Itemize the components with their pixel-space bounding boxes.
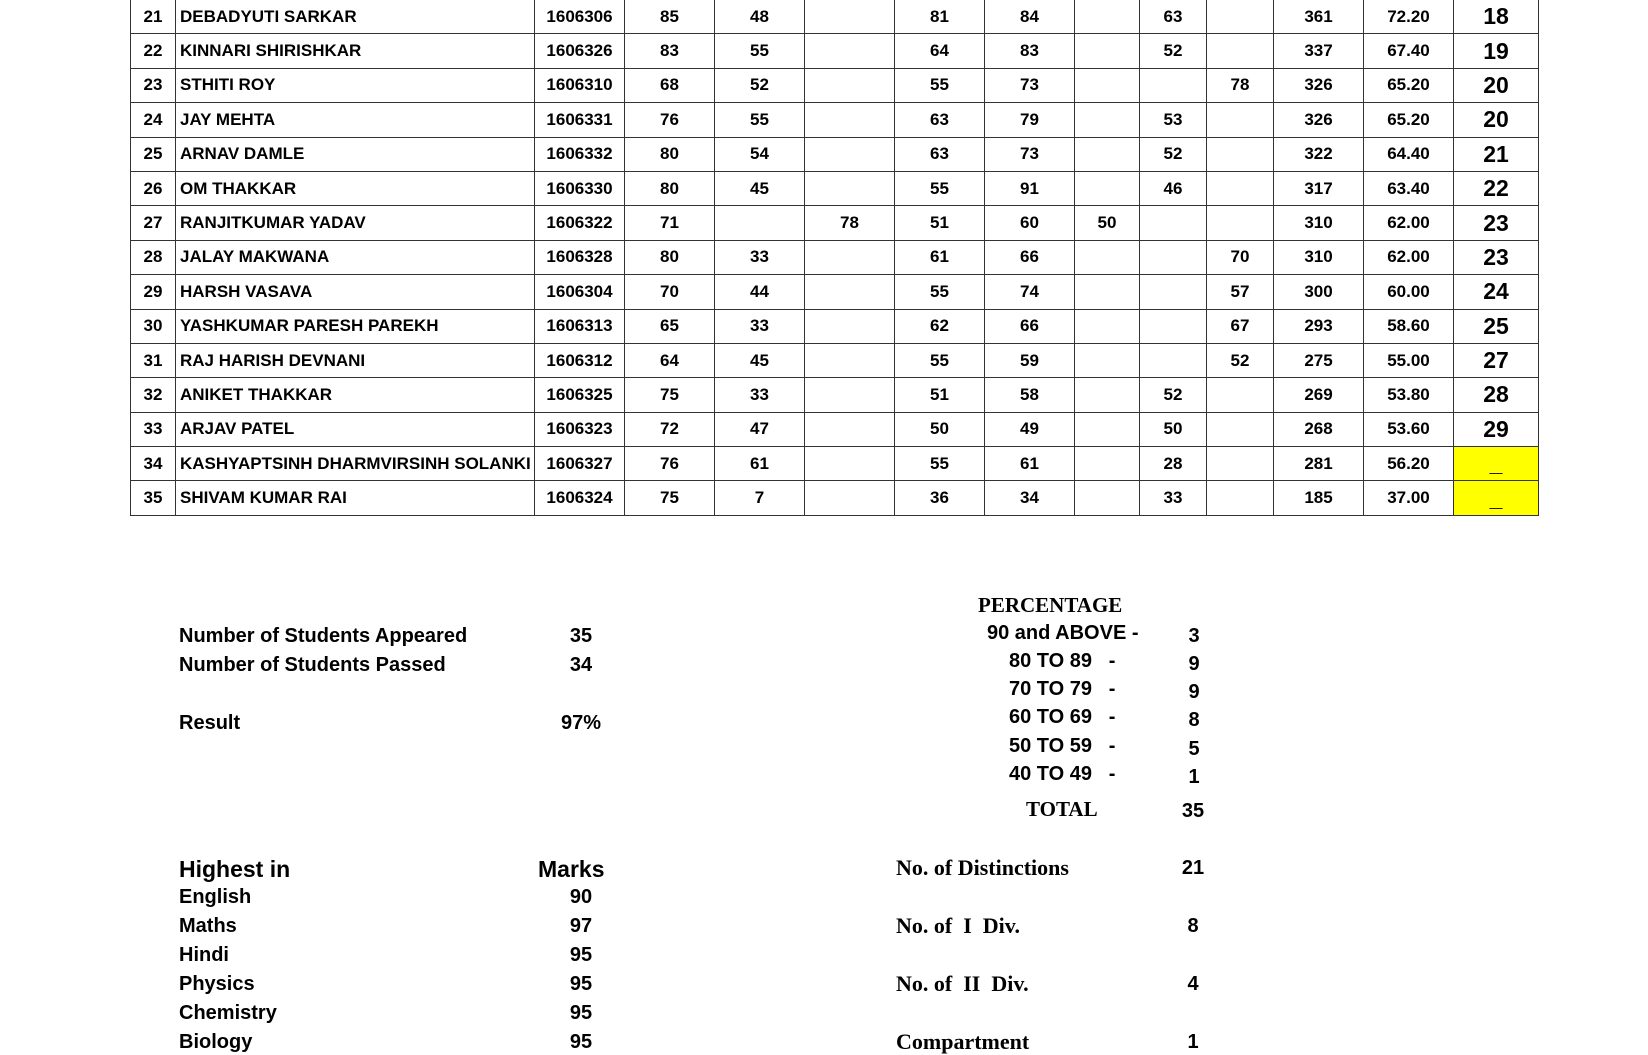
subject-marks-cell xyxy=(1075,171,1140,205)
student-name-cell: KINNARI SHIRISHKAR xyxy=(176,34,535,68)
percentage-cell: 62.00 xyxy=(1364,240,1454,274)
total-marks-cell: 300 xyxy=(1274,275,1364,309)
subject-marks-cell xyxy=(805,481,895,515)
percentage-cell: 67.40 xyxy=(1364,34,1454,68)
subject-marks-cell: 61 xyxy=(715,447,805,481)
subject-marks-cell xyxy=(805,34,895,68)
subject-marks-cell: 51 xyxy=(895,206,985,240)
serial-number-cell: 22 xyxy=(131,34,176,68)
total-marks-cell: 326 xyxy=(1274,68,1364,102)
subject-marks-cell: 55 xyxy=(895,343,985,377)
subject-marks-cell: 47 xyxy=(715,412,805,446)
subject-marks-cell xyxy=(805,171,895,205)
serial-number-cell: 34 xyxy=(131,447,176,481)
subject-marks-cell: 33 xyxy=(715,309,805,343)
subject-marks-cell: 64 xyxy=(895,34,985,68)
student-name-cell: DEBADYUTI SARKAR xyxy=(176,0,535,34)
rank-cell: 21 xyxy=(1454,137,1539,171)
student-name-cell: ARNAV DAMLE xyxy=(176,137,535,171)
percentage-total-label: TOTAL xyxy=(1026,797,1098,821)
percentage-band-count: 9 xyxy=(1188,653,1200,675)
subject-highest-marks: 95 xyxy=(569,973,593,995)
table-row xyxy=(131,481,1539,515)
percentage-cell: 72.20 xyxy=(1364,0,1454,34)
percentage-cell: 53.60 xyxy=(1364,412,1454,446)
table-row xyxy=(131,0,1539,34)
subject-marks-cell: 76 xyxy=(625,103,715,137)
total-marks-cell: 317 xyxy=(1274,171,1364,205)
subject-marks-cell: 50 xyxy=(895,412,985,446)
roll-number-cell: 1606328 xyxy=(535,240,625,274)
serial-number-cell: 21 xyxy=(131,0,176,34)
percentage-band-count: 5 xyxy=(1188,738,1200,760)
subject-marks-cell: 74 xyxy=(985,275,1075,309)
subject-marks-cell xyxy=(805,343,895,377)
student-name-cell: HARSH VASAVA xyxy=(176,275,535,309)
serial-number-cell: 33 xyxy=(131,412,176,446)
subject-marks-cell: 34 xyxy=(985,481,1075,515)
rank-cell: _ xyxy=(1454,447,1539,481)
total-marks-cell: 361 xyxy=(1274,0,1364,34)
roll-number-cell: 1606331 xyxy=(535,103,625,137)
table-row xyxy=(131,137,1539,171)
subject-marks-cell: 55 xyxy=(715,103,805,137)
roll-number-cell: 1606324 xyxy=(535,481,625,515)
subject-marks-cell: 64 xyxy=(625,343,715,377)
subject-marks-cell xyxy=(1075,378,1140,412)
roll-number-cell: 1606327 xyxy=(535,447,625,481)
subject-marks-cell xyxy=(1075,275,1140,309)
percentage-band-label: 50 TO 59 - xyxy=(1009,735,1116,757)
subject-marks-cell: 45 xyxy=(715,343,805,377)
subject-name: Biology xyxy=(179,1031,253,1053)
serial-number-cell: 35 xyxy=(131,481,176,515)
subject-marks-cell xyxy=(1140,309,1207,343)
subject-marks-cell: 55 xyxy=(895,275,985,309)
subject-marks-cell: 33 xyxy=(1140,481,1207,515)
student-name-cell: SHIVAM KUMAR RAI xyxy=(176,481,535,515)
subject-marks-cell xyxy=(1207,137,1274,171)
subject-marks-cell xyxy=(1075,68,1140,102)
percentage-cell: 65.20 xyxy=(1364,68,1454,102)
percentage-band-count: 3 xyxy=(1188,625,1200,647)
subject-marks-cell xyxy=(1207,378,1274,412)
serial-number-cell: 24 xyxy=(131,103,176,137)
subject-marks-cell xyxy=(1075,137,1140,171)
total-marks-cell: 310 xyxy=(1274,240,1364,274)
subject-marks-cell: 7 xyxy=(715,481,805,515)
subject-marks-cell xyxy=(1207,34,1274,68)
subject-marks-cell xyxy=(1075,447,1140,481)
subject-marks-cell: 60 xyxy=(985,206,1075,240)
subject-marks-cell: 66 xyxy=(985,240,1075,274)
table-row xyxy=(131,103,1539,137)
roll-number-cell: 1606304 xyxy=(535,275,625,309)
subject-marks-cell xyxy=(1140,206,1207,240)
subject-marks-cell: 33 xyxy=(715,378,805,412)
subject-name: Maths xyxy=(179,915,237,937)
subject-marks-cell: 33 xyxy=(715,240,805,274)
subject-marks-cell: 49 xyxy=(985,412,1075,446)
subject-marks-cell: 59 xyxy=(985,343,1075,377)
student-name-cell: ARJAV PATEL xyxy=(176,412,535,446)
subject-marks-cell xyxy=(1140,240,1207,274)
student-name-cell: OM THAKKAR xyxy=(176,171,535,205)
subject-marks-cell: 75 xyxy=(625,378,715,412)
subject-marks-cell xyxy=(1075,240,1140,274)
subject-marks-cell xyxy=(805,275,895,309)
subject-marks-cell xyxy=(1207,481,1274,515)
subject-name: English xyxy=(179,886,252,908)
subject-marks-cell xyxy=(1075,481,1140,515)
subject-marks-cell: 72 xyxy=(625,412,715,446)
roll-number-cell: 1606323 xyxy=(535,412,625,446)
percentage-cell: 63.40 xyxy=(1364,171,1454,205)
total-marks-cell: 275 xyxy=(1274,343,1364,377)
rank-cell: 23 xyxy=(1454,240,1539,274)
subject-marks-cell xyxy=(1140,275,1207,309)
roll-number-cell: 1606332 xyxy=(535,137,625,171)
subject-marks-cell: 50 xyxy=(1075,206,1140,240)
subject-marks-cell: 28 xyxy=(1140,447,1207,481)
subject-marks-cell xyxy=(805,0,895,34)
subject-marks-cell: 73 xyxy=(985,68,1075,102)
subject-name: Chemistry xyxy=(179,1002,277,1024)
total-marks-cell: 281 xyxy=(1274,447,1364,481)
subject-marks-cell: 63 xyxy=(895,137,985,171)
total-marks-cell: 269 xyxy=(1274,378,1364,412)
rank-cell: 23 xyxy=(1454,206,1539,240)
total-marks-cell: 322 xyxy=(1274,137,1364,171)
percentage-band-label: 60 TO 69 - xyxy=(1009,706,1116,728)
subject-marks-cell: 80 xyxy=(625,240,715,274)
subject-marks-cell: 55 xyxy=(895,68,985,102)
subject-marks-cell: 52 xyxy=(1140,137,1207,171)
rank-cell: 25 xyxy=(1454,309,1539,343)
subject-marks-cell: 79 xyxy=(985,103,1075,137)
subject-marks-cell: 70 xyxy=(625,275,715,309)
subject-marks-cell: 52 xyxy=(1140,34,1207,68)
percentage-band-count: 8 xyxy=(1188,709,1200,731)
rank-cell: 20 xyxy=(1454,103,1539,137)
percentage-cell: 56.20 xyxy=(1364,447,1454,481)
results-table xyxy=(130,0,1539,516)
subject-marks-cell: 57 xyxy=(1207,275,1274,309)
subject-marks-cell: 73 xyxy=(985,137,1075,171)
subject-marks-cell: 63 xyxy=(895,103,985,137)
table-row xyxy=(131,240,1539,274)
rank-cell: 22 xyxy=(1454,171,1539,205)
serial-number-cell: 23 xyxy=(131,68,176,102)
subject-marks-cell: 55 xyxy=(895,447,985,481)
subject-marks-cell xyxy=(1075,309,1140,343)
student-name-cell: ANIKET THAKKAR xyxy=(176,378,535,412)
subject-marks-cell xyxy=(1075,343,1140,377)
subject-marks-cell: 51 xyxy=(895,378,985,412)
subject-highest-marks: 95 xyxy=(569,1031,593,1053)
roll-number-cell: 1606326 xyxy=(535,34,625,68)
subject-marks-cell xyxy=(1075,0,1140,34)
percentage-cell: 53.80 xyxy=(1364,378,1454,412)
subject-highest-marks: 97 xyxy=(569,915,593,937)
table-row xyxy=(131,206,1539,240)
division-value: 21 xyxy=(1181,857,1205,879)
subject-marks-cell: 84 xyxy=(985,0,1075,34)
subject-marks-cell: 54 xyxy=(715,137,805,171)
marks-heading: Marks xyxy=(538,856,605,882)
subject-name: Hindi xyxy=(179,944,229,966)
total-marks-cell: 337 xyxy=(1274,34,1364,68)
roll-number-cell: 1606330 xyxy=(535,171,625,205)
division-value: 1 xyxy=(1187,1031,1199,1053)
subject-marks-cell: 65 xyxy=(625,309,715,343)
table-row xyxy=(131,412,1539,446)
subject-marks-cell: 67 xyxy=(1207,309,1274,343)
rank-cell: 24 xyxy=(1454,275,1539,309)
subject-marks-cell xyxy=(805,240,895,274)
total-marks-cell: 185 xyxy=(1274,481,1364,515)
serial-number-cell: 31 xyxy=(131,343,176,377)
division-label: No. of I Div. xyxy=(896,913,1021,938)
roll-number-cell: 1606310 xyxy=(535,68,625,102)
percentage-band-label: 40 TO 49 - xyxy=(1009,763,1116,785)
subject-marks-cell: 83 xyxy=(985,34,1075,68)
subject-marks-cell xyxy=(715,206,805,240)
subject-marks-cell: 48 xyxy=(715,0,805,34)
percentage-band-count: 1 xyxy=(1188,766,1200,788)
percentage-cell: 55.00 xyxy=(1364,343,1454,377)
serial-number-cell: 27 xyxy=(131,206,176,240)
subject-marks-cell xyxy=(1140,68,1207,102)
student-name-cell: YASHKUMAR PARESH PAREKH xyxy=(176,309,535,343)
serial-number-cell: 32 xyxy=(131,378,176,412)
subject-marks-cell xyxy=(1207,171,1274,205)
table-row xyxy=(131,378,1539,412)
subject-marks-cell xyxy=(1075,412,1140,446)
percentage-cell: 64.40 xyxy=(1364,137,1454,171)
subject-marks-cell: 63 xyxy=(1140,0,1207,34)
division-label: No. of Distinctions xyxy=(896,855,1069,880)
rank-cell: 19 xyxy=(1454,34,1539,68)
percentage-cell: 62.00 xyxy=(1364,206,1454,240)
passed-value: 34 xyxy=(569,654,593,676)
subject-marks-cell: 45 xyxy=(715,171,805,205)
percentage-cell: 37.00 xyxy=(1364,481,1454,515)
appeared-value: 35 xyxy=(569,625,593,647)
division-label: Compartment xyxy=(896,1029,1030,1054)
roll-number-cell: 1606325 xyxy=(535,378,625,412)
subject-marks-cell: 68 xyxy=(625,68,715,102)
appeared-label: Number of Students Appeared xyxy=(179,625,468,647)
student-name-cell: STHITI ROY xyxy=(176,68,535,102)
subject-marks-cell: 62 xyxy=(895,309,985,343)
result-value: 97% xyxy=(560,712,602,734)
serial-number-cell: 28 xyxy=(131,240,176,274)
division-value: 8 xyxy=(1187,915,1199,937)
subject-marks-cell xyxy=(805,378,895,412)
subject-marks-cell: 71 xyxy=(625,206,715,240)
subject-highest-marks: 95 xyxy=(569,944,593,966)
table-row xyxy=(131,68,1539,102)
roll-number-cell: 1606313 xyxy=(535,309,625,343)
table-row xyxy=(131,275,1539,309)
table-row xyxy=(131,34,1539,68)
total-marks-cell: 310 xyxy=(1274,206,1364,240)
subject-marks-cell xyxy=(805,412,895,446)
student-name-cell: RANJITKUMAR YADAV xyxy=(176,206,535,240)
subject-marks-cell: 76 xyxy=(625,447,715,481)
subject-marks-cell: 80 xyxy=(625,137,715,171)
percentage-band-label: 70 TO 79 - xyxy=(1009,678,1116,700)
subject-marks-cell: 70 xyxy=(1207,240,1274,274)
subject-marks-cell: 36 xyxy=(895,481,985,515)
roll-number-cell: 1606306 xyxy=(535,0,625,34)
rank-cell: 20 xyxy=(1454,68,1539,102)
subject-marks-cell: 83 xyxy=(625,34,715,68)
subject-marks-cell xyxy=(1075,103,1140,137)
subject-marks-cell: 44 xyxy=(715,275,805,309)
subject-marks-cell: 55 xyxy=(895,171,985,205)
student-name-cell: JAY MEHTA xyxy=(176,103,535,137)
highest-heading: Highest in xyxy=(179,856,291,882)
subject-marks-cell xyxy=(805,68,895,102)
subject-marks-cell: 81 xyxy=(895,0,985,34)
percentage-cell: 60.00 xyxy=(1364,275,1454,309)
rank-cell: 29 xyxy=(1454,412,1539,446)
subject-marks-cell: 61 xyxy=(985,447,1075,481)
subject-marks-cell xyxy=(1207,412,1274,446)
subject-marks-cell xyxy=(1207,206,1274,240)
subject-marks-cell: 50 xyxy=(1140,412,1207,446)
subject-marks-cell xyxy=(1207,0,1274,34)
subject-marks-cell: 52 xyxy=(715,68,805,102)
roll-number-cell: 1606322 xyxy=(535,206,625,240)
subject-marks-cell: 55 xyxy=(715,34,805,68)
rank-cell: _ xyxy=(1454,481,1539,515)
subject-name: Physics xyxy=(179,973,255,995)
roll-number-cell: 1606312 xyxy=(535,343,625,377)
subject-marks-cell: 78 xyxy=(805,206,895,240)
percentage-band-label: 90 and ABOVE - xyxy=(987,622,1139,644)
subject-marks-cell: 85 xyxy=(625,0,715,34)
student-name-cell: RAJ HARISH DEVNANI xyxy=(176,343,535,377)
subject-marks-cell xyxy=(805,447,895,481)
result-label: Result xyxy=(179,712,241,734)
table-row xyxy=(131,309,1539,343)
student-name-cell: JALAY MAKWANA xyxy=(176,240,535,274)
subject-marks-cell: 52 xyxy=(1207,343,1274,377)
total-marks-cell: 268 xyxy=(1274,412,1364,446)
subject-marks-cell xyxy=(1075,34,1140,68)
subject-marks-cell xyxy=(805,137,895,171)
subject-marks-cell: 58 xyxy=(985,378,1075,412)
percentage-cell: 58.60 xyxy=(1364,309,1454,343)
rank-cell: 28 xyxy=(1454,378,1539,412)
table-row xyxy=(131,343,1539,377)
subject-marks-cell xyxy=(805,103,895,137)
percentage-band-count: 9 xyxy=(1188,681,1200,703)
subject-marks-cell xyxy=(1140,343,1207,377)
serial-number-cell: 25 xyxy=(131,137,176,171)
percentage-band-label: 80 TO 89 - xyxy=(1009,650,1116,672)
division-label: No. of II Div. xyxy=(896,971,1029,996)
subject-marks-cell: 53 xyxy=(1140,103,1207,137)
rank-cell: 27 xyxy=(1454,343,1539,377)
percentage-heading: PERCENTAGE xyxy=(978,593,1123,617)
rank-cell: 18 xyxy=(1454,0,1539,34)
subject-marks-cell: 52 xyxy=(1140,378,1207,412)
table-row xyxy=(131,447,1539,481)
division-value: 4 xyxy=(1187,973,1199,995)
subject-highest-marks: 95 xyxy=(569,1002,593,1024)
student-name-cell: KASHYAPTSINH DHARMVIRSINH SOLANKI xyxy=(176,447,535,481)
table-row xyxy=(131,171,1539,205)
subject-marks-cell xyxy=(1207,103,1274,137)
passed-label: Number of Students Passed xyxy=(179,654,446,676)
serial-number-cell: 26 xyxy=(131,171,176,205)
total-marks-cell: 293 xyxy=(1274,309,1364,343)
percentage-total-value: 35 xyxy=(1181,800,1205,822)
subject-marks-cell: 61 xyxy=(895,240,985,274)
subject-marks-cell: 75 xyxy=(625,481,715,515)
subject-marks-cell: 78 xyxy=(1207,68,1274,102)
subject-marks-cell xyxy=(1207,447,1274,481)
subject-marks-cell: 91 xyxy=(985,171,1075,205)
subject-marks-cell: 46 xyxy=(1140,171,1207,205)
subject-highest-marks: 90 xyxy=(569,886,593,908)
serial-number-cell: 29 xyxy=(131,275,176,309)
serial-number-cell: 30 xyxy=(131,309,176,343)
percentage-cell: 65.20 xyxy=(1364,103,1454,137)
subject-marks-cell: 80 xyxy=(625,171,715,205)
subject-marks-cell: 66 xyxy=(985,309,1075,343)
total-marks-cell: 326 xyxy=(1274,103,1364,137)
subject-marks-cell xyxy=(805,309,895,343)
